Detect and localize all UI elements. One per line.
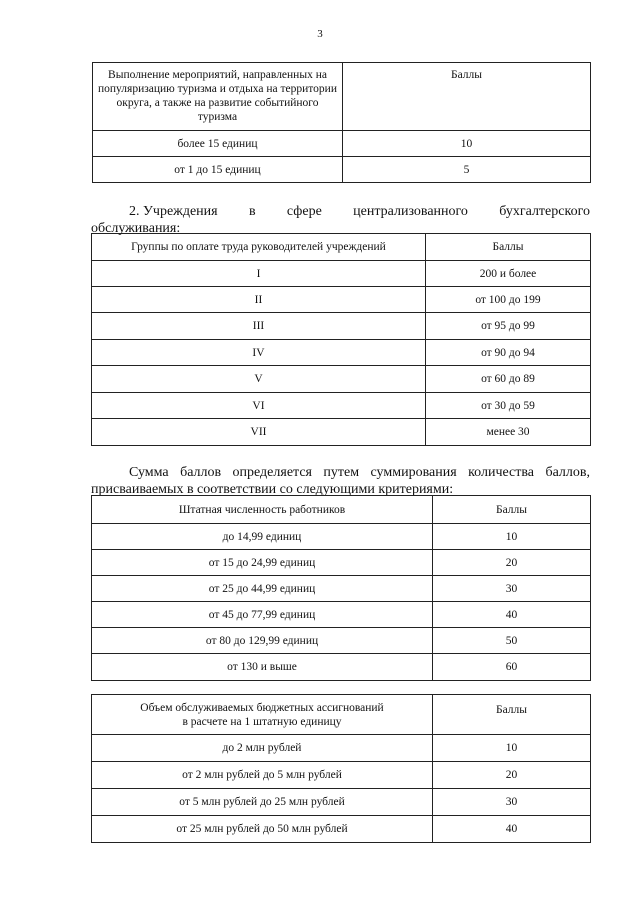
staff-points-header: Баллы	[433, 496, 591, 524]
criterion-cell: от 130 и выше	[92, 654, 433, 681]
criterion-cell: от 25 до 44,99 единиц	[92, 576, 433, 602]
points-cell: от 90 до 94	[426, 340, 591, 366]
tourism-table	[92, 62, 591, 183]
points-cell: 40	[433, 816, 591, 843]
criterion-cell: от 1 до 15 единиц	[93, 157, 343, 183]
table-row	[93, 131, 591, 157]
page-number: 3	[317, 28, 323, 40]
budget-header-line-2: в расчете на 1 штатную единицу	[182, 715, 342, 728]
criterion-cell: более 15 единиц	[93, 131, 343, 157]
points-cell: 40	[433, 602, 591, 628]
points-cell: 5	[343, 157, 591, 183]
points-cell: 10	[433, 524, 591, 550]
section-2-word: бухгалтерского	[499, 204, 590, 219]
criterion-cell: от 2 млн рублей до 5 млн рублей	[92, 762, 433, 789]
section-2-word: централизованного	[353, 204, 468, 219]
points-cell: от 100 до 199	[426, 287, 591, 313]
points-cell: 30	[433, 576, 591, 602]
table-header-row	[93, 63, 591, 131]
table-header-row	[92, 496, 591, 524]
criterion-cell: от 15 до 24,99 единиц	[92, 550, 433, 576]
table-row	[92, 313, 591, 340]
section-2-word: 2. Учреждения	[129, 204, 218, 219]
group-cell: VI	[92, 393, 426, 419]
table-row	[92, 735, 591, 762]
table-header-row	[92, 695, 591, 735]
group-cell: V	[92, 366, 426, 393]
section-2-word: сфере	[286, 204, 322, 219]
group-cell: II	[92, 287, 426, 313]
table-row	[92, 576, 591, 602]
points-cell: 20	[433, 762, 591, 789]
table-row	[92, 393, 591, 419]
criterion-cell: от 5 млн рублей до 25 млн рублей	[92, 789, 433, 816]
staff-criterion-header: Штатная численность работников	[92, 496, 433, 524]
table-header-row	[92, 234, 591, 261]
group-cell: IV	[92, 340, 426, 366]
criterion-cell: от 80 до 129,99 единиц	[92, 628, 433, 654]
points-cell: от 30 до 59	[426, 393, 591, 419]
groups-points-header: Баллы	[426, 234, 591, 261]
table-row	[92, 550, 591, 576]
group-cell: I	[92, 261, 426, 287]
section-2-word: в	[248, 204, 256, 219]
section-2-line-2: обслуживания:	[91, 221, 181, 236]
criterion-cell: до 14,99 единиц	[92, 524, 433, 550]
points-cell: от 95 до 99	[426, 313, 591, 340]
table-row	[92, 261, 591, 287]
sum-paragraph-line-1: Сумма баллов определяется путем суммирования количества баллов,	[129, 465, 590, 480]
budget-header-line-1: Объем обслуживаемых бюджетных ассигнований	[140, 701, 384, 714]
points-cell: 60	[433, 654, 591, 681]
sum-paragraph	[91, 464, 590, 498]
criterion-cell: до 2 млн рублей	[92, 735, 433, 762]
points-cell: менее 30	[426, 419, 591, 446]
group-cell: III	[92, 313, 426, 340]
table-row	[92, 789, 591, 816]
table-row	[93, 157, 591, 183]
groups-table	[91, 233, 591, 446]
points-cell: 10	[343, 131, 591, 157]
table-row	[92, 762, 591, 789]
table-row	[92, 654, 591, 681]
criterion-cell: от 25 млн рублей до 50 млн рублей	[92, 816, 433, 843]
table-row	[92, 287, 591, 313]
sum-paragraph-line-2: присваиваемых в соответствии со следующими критериями:	[91, 482, 454, 497]
criterion-cell: от 45 до 77,99 единиц	[92, 602, 433, 628]
points-cell: 50	[433, 628, 591, 654]
table-row	[92, 524, 591, 550]
table-row	[92, 340, 591, 366]
section-2-heading	[91, 203, 590, 237]
points-cell: 20	[433, 550, 591, 576]
tourism-points-header: Баллы	[343, 63, 591, 131]
groups-group-header: Группы по оплате труда руководителей учреждений	[92, 234, 426, 261]
budget-points-header: Баллы	[433, 695, 591, 735]
table-row	[92, 419, 591, 446]
budget-table	[91, 694, 591, 843]
group-cell: VII	[92, 419, 426, 446]
points-cell: от 60 до 89	[426, 366, 591, 393]
points-cell: 30	[433, 789, 591, 816]
staff-table	[91, 495, 591, 681]
budget-criterion-header	[92, 695, 433, 735]
section-2-line-1	[91, 203, 590, 220]
table-row	[92, 816, 591, 843]
points-cell: 200 и более	[426, 261, 591, 287]
tourism-criterion-header: Выполнение мероприятий, направленных на популяризацию туризма и отдыха на территории округа, а также на развитие событийного туризма	[93, 63, 343, 131]
table-row	[92, 628, 591, 654]
table-row	[92, 366, 591, 393]
table-row	[92, 602, 591, 628]
points-cell: 10	[433, 735, 591, 762]
